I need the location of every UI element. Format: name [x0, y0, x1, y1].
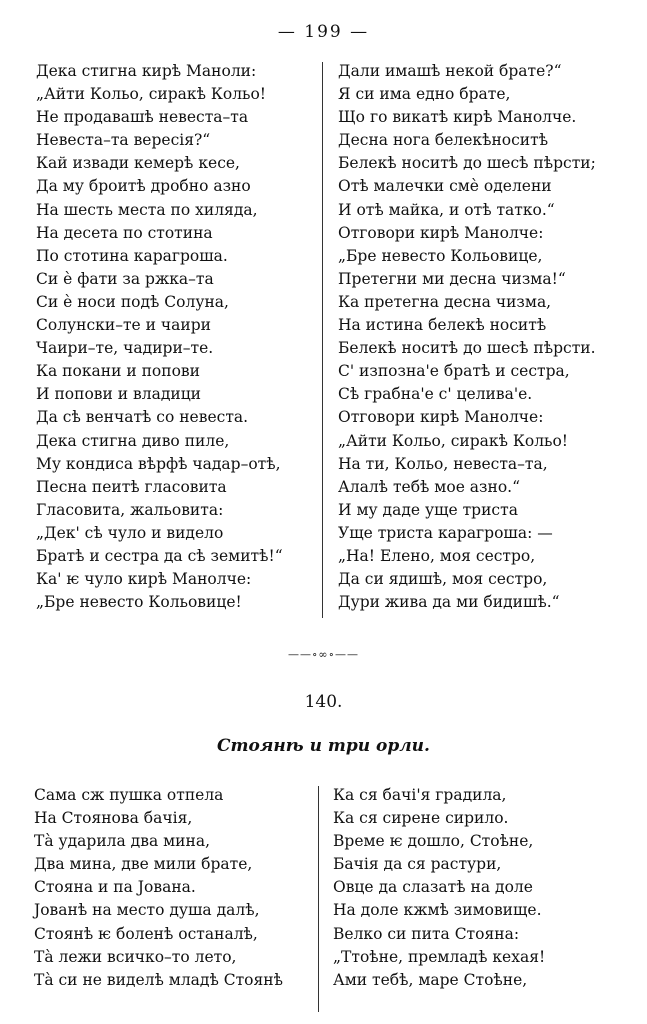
verse-line: Гласовита, жальовита:	[36, 500, 224, 519]
verse-line: Време ѥ дошло, Стоѣне,	[333, 832, 534, 851]
verse-line: „Бре невесто Кольовице,	[338, 246, 543, 265]
verse-line: Си ѐ фати за ржка–та	[36, 269, 214, 288]
verse-line: Белекѣ носитѣ до шесѣ пѣрсти.	[338, 339, 596, 358]
verse-line: Ка покани и попови	[36, 362, 200, 381]
section-ornament: ——∘∞∘——	[288, 648, 359, 661]
verse-line: Що го викатѣ кирѣ Манолче.	[338, 108, 577, 127]
verse-line: Песна пеитѣ гласовита	[36, 477, 227, 496]
verse-line: Два мина, две мили брате,	[34, 855, 253, 874]
verse-line: Я си има едно брате,	[338, 85, 511, 104]
verse-line: Претегни ми десна чизма!“	[338, 269, 566, 288]
verse-line: Чаири–те, чадири–те.	[36, 339, 214, 358]
verse-line: Кай извади кемерѣ кесе,	[36, 154, 240, 173]
verse-line: Си ѐ носи подѣ Солуна,	[36, 292, 229, 311]
verse-line: „Айти Кольо, сиракѣ Кольо!	[338, 431, 569, 450]
verse-line: Белекѣ носитѣ до шесѣ пѣрсти;	[338, 154, 596, 173]
poem-continued-left-column	[36, 60, 283, 614]
verse-line: Јованѣ на место душа далѣ,	[34, 901, 260, 920]
verse-line: На ти, Кольо, невеста–та,	[338, 454, 548, 473]
verse-line: Ка ся бачі'я градила,	[333, 786, 507, 804]
verse-line: Тà си не виделѣ младѣ Стоянѣ	[34, 970, 283, 989]
verse-line: Сама сж пушка отпела	[34, 786, 224, 804]
verse-line: И му даде уще триста	[338, 500, 518, 519]
song-number: 140.	[304, 692, 343, 712]
column-divider	[318, 786, 319, 1012]
verse-line: Отговори кирѣ Манолче:	[338, 408, 544, 427]
verse-line: Ка претегна десна чизма,	[338, 292, 552, 311]
poem-continued-right-column	[338, 60, 596, 614]
verse-line: Ка' ѥ чуло кирѣ Манолче:	[36, 570, 252, 589]
verse-line: Овце да слазатѣ на доле	[333, 878, 533, 897]
verse-line: Стоянѣ ѥ боленѣ останалѣ,	[34, 924, 258, 943]
verse-line: „Дек' сѣ чуло и видело	[36, 523, 224, 542]
verse-line: „Ттоѣне, премладѣ кехая!	[333, 947, 546, 966]
verse-line: Не продавашѣ невеста–та	[36, 108, 249, 127]
verse-line: „Бре невесто Кольовице!	[36, 593, 242, 612]
verse-line: Тà лежи всичко–то лето,	[34, 947, 237, 966]
verse-line: На Стоянова бачія,	[34, 809, 193, 828]
verse-line: С' изпозна'е братѣ и сестра,	[338, 362, 570, 381]
verse-line: „Айти Кольо, сиракѣ Кольо!	[36, 85, 267, 104]
song-left-column	[34, 784, 283, 992]
verse-line: Му кондиса вѣрфѣ чадар–отѣ,	[36, 454, 281, 473]
verse-line: Дали имашѣ некой брате?“	[338, 62, 562, 80]
verse-line: На десета по стотина	[36, 223, 213, 242]
verse-line: Ка ся сирене сирило.	[333, 809, 509, 828]
verse-line: Да сѣ венчатѣ со невеста.	[36, 408, 249, 427]
verse-line: Бачія да ся растури,	[333, 855, 502, 874]
verse-line: Дека стигна кирѣ Маноли:	[36, 62, 257, 80]
verse-line: Ами тебѣ, маре Стоѣне,	[333, 970, 528, 989]
verse-line: Да му броитѣ дробно азно	[36, 177, 251, 196]
verse-line: На доле кжмѣ зимовище.	[333, 901, 542, 920]
verse-line: Отговори кирѣ Манолче:	[338, 223, 544, 242]
song-title: Стоянѣ и три орли.	[217, 736, 430, 756]
page-number: — 199 —	[277, 22, 370, 42]
verse-line: По стотина карагроша.	[36, 246, 228, 265]
verse-line: Десна нога белекѣноcитѣ	[338, 131, 549, 150]
verse-line: Уще триста карагроша: —	[338, 523, 553, 542]
verse-line: Стояна и па Јована.	[34, 878, 196, 897]
verse-line: Солунски–те и чаири	[36, 316, 211, 335]
verse-line: Тà ударила два мина,	[34, 832, 211, 851]
verse-line: И отѣ майка, и отѣ татко.“	[338, 200, 555, 219]
verse-line: „На! Елено, моя сестро,	[338, 546, 536, 565]
verse-line: На шесть места по хиляда,	[36, 200, 258, 219]
verse-line: Алалѣ тебѣ мое азно.“	[338, 477, 520, 496]
verse-line: Невеста–та вересія?“	[36, 131, 211, 150]
verse-line: На истина белекѣ носитѣ	[338, 316, 547, 335]
verse-line: Велко си пита Стояна:	[333, 924, 520, 943]
verse-line: Дека стигна диво пиле,	[36, 431, 230, 450]
verse-line: Отѣ малечки смѐ оделени	[338, 177, 552, 196]
song-right-column	[333, 784, 545, 992]
verse-line: И попови и владици	[36, 385, 201, 404]
verse-line: Братѣ и сестра да сѣ земитѣ!“	[36, 546, 283, 565]
verse-line: Сѣ грабна'е с' целива'е.	[338, 385, 533, 404]
verse-line: Да си ядишѣ, моя сестро,	[338, 570, 548, 589]
column-divider	[322, 62, 323, 618]
verse-line: Дури жива да ми бидишѣ.“	[338, 593, 560, 612]
